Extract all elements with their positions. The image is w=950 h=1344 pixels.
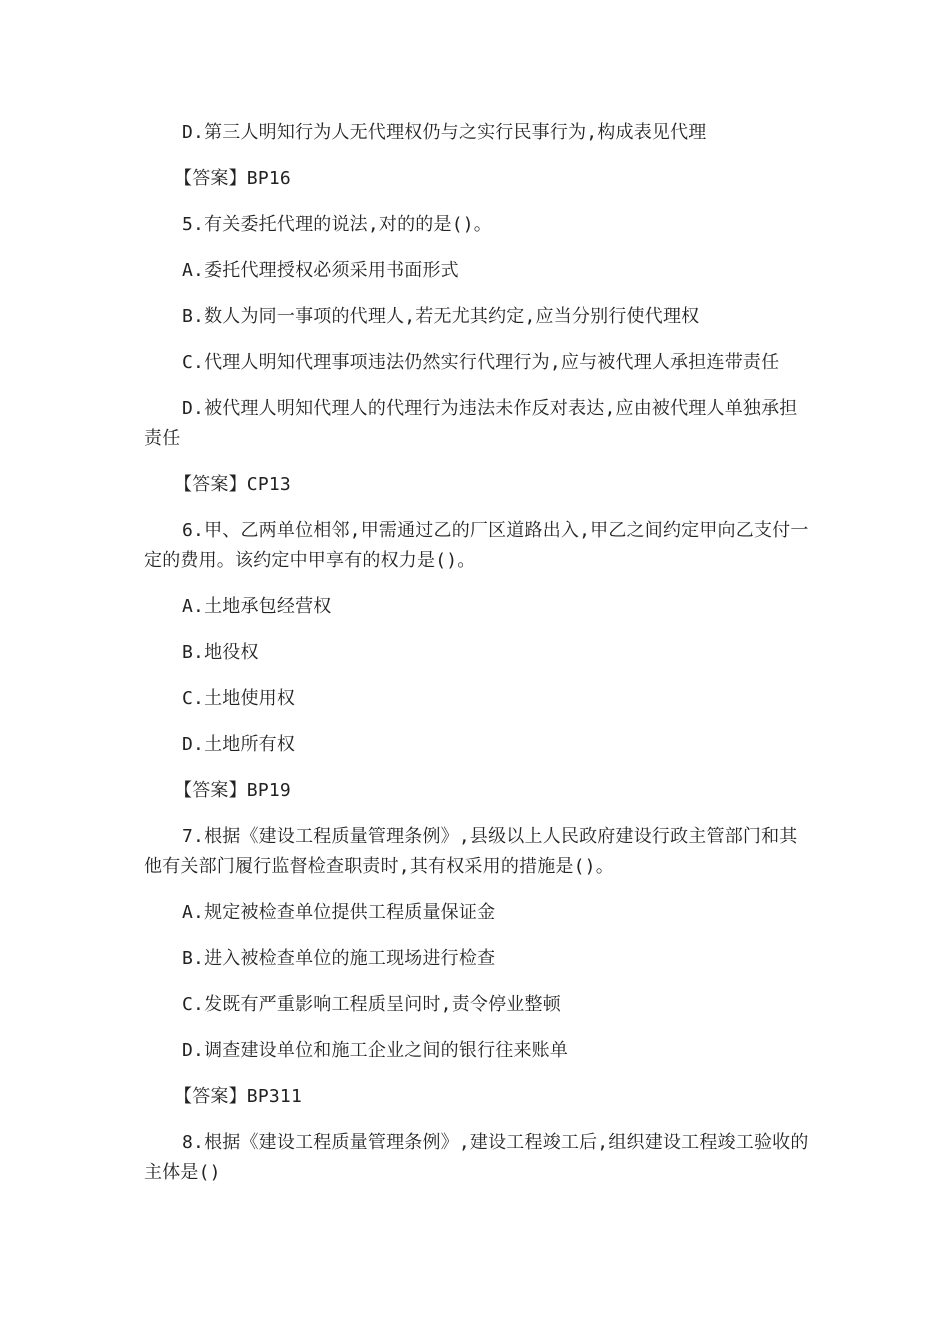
option-c-q7: C.发既有严重影响工程质呈问时,责令停业整顿 xyxy=(182,994,561,1015)
option-c-q5: C.代理人明知代理事项违法仍然实行代理行为,应与被代理人承担连带责任 xyxy=(182,352,780,373)
answer-q4: 【答案】BP16 xyxy=(174,168,291,189)
option-b-q6: B.地役权 xyxy=(182,642,259,663)
option-b-q7: B.进入被检查单位的施工现场进行检查 xyxy=(182,948,496,969)
option-d-q5: D.被代理人明知代理人的代理行为违法未作反对表达,应由被代理人单独承担责任 xyxy=(144,398,798,449)
question-5: 5.有关委托代理的说法,对的的是()。 xyxy=(182,214,492,235)
option-a-q6: A.土地承包经营权 xyxy=(182,596,332,617)
option-d-q4: D.第三人明知行为人无代理权仍与之实行民事行为,构成表见代理 xyxy=(182,122,707,143)
question-6: 6.甲、乙两单位相邻,甲需通过乙的厂区道路出入,甲乙之间约定甲向乙支付一定的费用。该约定中甲享有的权力是()。 xyxy=(144,520,809,571)
option-c-q6: C.土地使用权 xyxy=(182,688,296,709)
option-b-q5: B.数人为同一事项的代理人,若无尤其约定,应当分别行使代理权 xyxy=(182,306,700,327)
option-a-q5: A.委托代理授权必须采用书面形式 xyxy=(182,260,459,281)
option-d-q7: D.调查建设单位和施工企业之间的银行往来账单 xyxy=(182,1040,569,1061)
answer-q5: 【答案】CP13 xyxy=(174,474,291,495)
answer-q6: 【答案】BP19 xyxy=(174,780,291,801)
option-d-q6: D.土地所有权 xyxy=(182,734,296,755)
question-8: 8.根据《建设工程质量管理条例》,建设工程竣工后,组织建设工程竣工验收的主体是() xyxy=(144,1132,809,1183)
answer-q7: 【答案】BP311 xyxy=(174,1086,302,1107)
document-body xyxy=(144,118,810,1204)
option-a-q7: A.规定被检查单位提供工程质量保证金 xyxy=(182,902,496,923)
question-7: 7.根据《建设工程质量管理条例》,县级以上人民政府建设行政主管部门和其他有关部门履行监督检查职责时,其有权采用的措施是()。 xyxy=(144,826,798,877)
